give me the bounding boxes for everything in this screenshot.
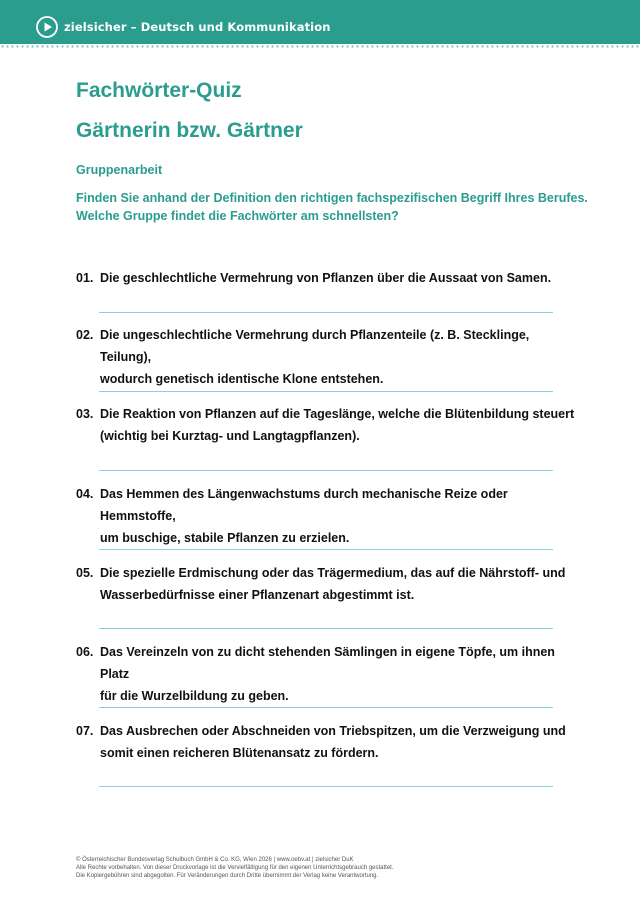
footer-line: © Österreichischer Bundesverlag Schulbuch GmbH & Co. KG, Wien 2026 | www.oebv.at | zielsicher DuK [76, 857, 354, 863]
instruction-line: Welche Gruppe findet die Fachwörter am schnellsten? [76, 209, 399, 223]
question-number: 04. [76, 487, 94, 501]
question-item [76, 483, 576, 549]
question-item [76, 403, 576, 447]
answer-line[interactable] [99, 628, 553, 629]
play-icon [36, 16, 58, 38]
answer-line[interactable] [99, 786, 553, 787]
answer-line[interactable] [99, 312, 553, 313]
question-number: 06. [76, 645, 94, 659]
question-text: Wasserbedürfnisse einer Pflanzenart abgestimmt ist. [100, 588, 415, 602]
copyright-footer [76, 856, 496, 881]
question-text: somit einen reicheren Blütenansatz zu fördern. [100, 746, 379, 760]
page-header [0, 0, 640, 56]
question-text: (wichtig bei Kurztag- und Langtagpflanzen). [100, 429, 360, 443]
question-number: 02. [76, 328, 94, 342]
answer-line[interactable] [99, 470, 553, 471]
question-item [76, 267, 576, 289]
activity-type: Gruppenarbeit [76, 163, 163, 177]
instructions [76, 189, 596, 225]
question-text: für die Wurzelbildung zu geben. [100, 689, 289, 703]
question-text: wodurch genetisch identische Klone entstehen. [100, 372, 384, 386]
question-text: Das Ausbrechen oder Abschneiden von Triebspitzen, um die Verzweigung und [100, 724, 566, 738]
question-text: Das Vereinzeln von zu dicht stehenden Sämlingen in eigene Töpfe, um ihnen Platz [100, 645, 555, 681]
page-subtitle-profession: Gärtnerin bzw. Gärtner [76, 119, 303, 142]
answer-line[interactable] [99, 707, 553, 708]
question-number: 01. [76, 271, 94, 285]
question-text: Das Hemmen des Längenwachstums durch mechanische Reize oder Hemmstoffe, [100, 487, 508, 523]
question-text: um buschige, stabile Pflanzen zu erzielen. [100, 531, 350, 545]
question-item [76, 562, 576, 606]
answer-line[interactable] [99, 391, 553, 392]
question-item [76, 324, 576, 390]
header-dotted-edge [0, 40, 640, 50]
question-number: 07. [76, 724, 94, 738]
question-text: Die geschlechtliche Vermehrung von Pflanzen über die Aussaat von Samen. [100, 271, 552, 285]
question-item [76, 720, 576, 764]
question-number: 05. [76, 566, 94, 580]
page-title: Fachwörter-Quiz [76, 79, 242, 102]
footer-line: Alle Rechte vorbehalten. Von dieser Druckvorlage ist die Vervielfältigung für den eigenen Unterrichtsgebrauch gestattet. [76, 865, 394, 872]
footer-line: Die Kopiergebühren sind abgegolten. Für Veränderungen durch Dritte übernimmt der Verlag keine Verantwortung. [76, 873, 379, 880]
instruction-line: Finden Sie anhand der Definition den richtigen fachspezifischen Begriff Ihres Berufes. [76, 191, 588, 205]
question-text: Die Reaktion von Pflanzen auf die Tageslänge, welche die Blütenbildung steuert [100, 407, 575, 421]
brand-name: zielsicher – Deutsch und Kommunikation [64, 20, 331, 34]
question-text: Die ungeschlechtliche Vermehrung durch Pflanzenteile (z. B. Stecklinge, Teilung), [100, 328, 530, 364]
question-text: Die spezielle Erdmischung oder das Trägermedium, das auf die Nährstoff- und [100, 566, 566, 580]
question-item [76, 641, 576, 707]
question-number: 03. [76, 407, 94, 421]
answer-line[interactable] [99, 549, 553, 550]
